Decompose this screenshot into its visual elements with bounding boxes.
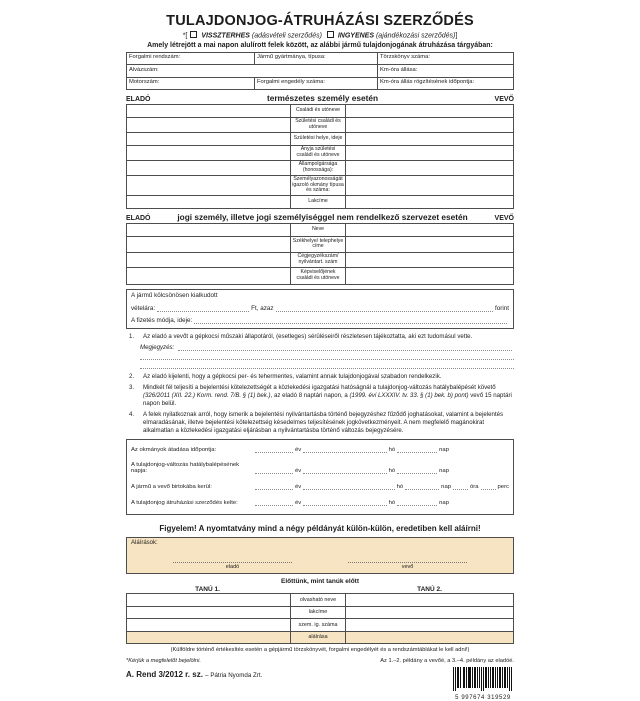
seller-cell	[127, 105, 290, 117]
buyer-signature-label: vevő	[401, 564, 414, 571]
field-jarmu-gyartmanya: Jármű gyártmánya, típusa:	[255, 53, 378, 65]
seller-signature	[173, 557, 292, 570]
unit-nap: nap	[439, 468, 449, 475]
unit-ho: hó	[388, 447, 396, 454]
row-label: szem. ig. száma	[290, 619, 346, 631]
payment-label: A fizetés módja, ideje:	[131, 317, 193, 325]
table-row	[127, 146, 513, 162]
witness-columns-header	[126, 586, 514, 593]
footnote-right: Az 1.–2. példány a vevőé, a 3.–4. példány az eladóé.	[380, 658, 514, 665]
dotted-line	[303, 499, 386, 506]
price-end: forint	[495, 304, 509, 312]
unit-nap: nap	[441, 484, 452, 491]
unit-ho: hó	[388, 468, 396, 475]
spacer	[289, 586, 345, 593]
buyer-cell	[346, 268, 513, 284]
table-row	[127, 619, 513, 632]
row-label: Cégjegyzékszám/ nyilvántart. szám	[290, 253, 346, 268]
date-row-possession	[131, 483, 509, 490]
unit-ora: óra	[470, 484, 479, 491]
date-row-documents	[131, 446, 509, 453]
page-title: TULAJDONJOG-ÁTRUHÁZÁSI SZERZŐDÉS	[166, 13, 474, 29]
dotted-line	[303, 446, 386, 453]
contract-type-line	[126, 31, 514, 40]
dotted-line	[453, 483, 468, 490]
dotted-line	[397, 499, 437, 506]
intro-text: Amely létrejött a mai napon alulírott felek között, az alábbi jármű tulajdonjogának átruházása tárgyában:	[147, 41, 493, 49]
witness2-cell	[346, 632, 513, 644]
footer	[126, 667, 514, 701]
row-label: Személyazonosságát igazoló okmány típusa és száma:	[290, 176, 346, 195]
seller-cell	[127, 118, 290, 132]
payment-fill-line	[194, 317, 507, 324]
type-suffix: ]	[455, 32, 458, 40]
price-box	[126, 289, 514, 329]
signatures-label: Aláírások:	[131, 540, 158, 547]
table-row	[127, 105, 513, 118]
elado-label: ELADÓ	[126, 96, 151, 103]
table-row	[127, 78, 513, 90]
table-row	[127, 594, 513, 607]
remark-label: Megjegyzés:	[140, 344, 175, 352]
table-row	[127, 65, 513, 78]
buyer-cell	[346, 224, 513, 236]
field-alvazszam: Alvázszám:	[127, 65, 378, 77]
buyer-cell	[346, 118, 513, 132]
dotted-line	[397, 446, 437, 453]
price-words-line	[276, 305, 493, 312]
attention-text: Figyelem! A nyomtatvány mind a négy példányát külön-külön, eredetiben kell aláírni!	[159, 524, 481, 534]
witness2-cell	[346, 594, 513, 606]
table-row	[127, 268, 513, 284]
signature-box	[126, 537, 514, 574]
row-label: lakcíme	[290, 607, 346, 619]
seller-cell	[127, 196, 290, 208]
seller-cell	[127, 176, 290, 195]
signature-lines	[131, 557, 509, 570]
form-number	[126, 667, 262, 679]
buyer-cell	[346, 253, 513, 268]
dotted-line	[397, 467, 437, 474]
witness2-cell	[346, 607, 513, 619]
dotted-line	[255, 467, 293, 474]
clause-4	[126, 411, 514, 435]
row-label: Neve	[290, 224, 346, 236]
field-forgalmi-rendszam: Forgalmi rendszám:	[127, 53, 255, 65]
date-label: Az okmányok átadása időpontja:	[131, 447, 217, 454]
legal-person-title: jogi személy, illetve jogi személyiséggel nem rendelkező szervezet esetén	[177, 212, 468, 223]
field-kmora-allasa: Km-óra állása:	[380, 66, 418, 73]
row-label: aláírása	[290, 632, 346, 644]
unit-ev: év	[295, 447, 302, 454]
seller-signature-label: eladó	[225, 564, 240, 571]
dotted-line	[255, 446, 293, 453]
unit-ev: év	[295, 468, 302, 475]
seller-cell	[127, 253, 290, 268]
row-label: Családi és utóneve	[290, 105, 346, 117]
table-row	[127, 224, 513, 237]
payment-line	[131, 317, 509, 324]
natural-person-title: természetes személy esetén	[266, 93, 379, 103]
price-line2	[131, 305, 509, 312]
witness1-cell	[127, 632, 290, 644]
witness1-cell	[127, 619, 290, 631]
date-label: A tulajdonjog átruházási szerződés kelte:	[131, 500, 238, 507]
field-motorszam: Motorszám:	[127, 78, 255, 90]
barcode	[452, 667, 514, 701]
clause-text: Az eladó a vevőt a gépkocsi műszaki állapotáról, (esetleges) sérüléseiről részletesen tájékoztatta, aki ezt tudomásul vette.	[143, 332, 473, 340]
seller-cell	[127, 224, 290, 236]
unit-ho: hó	[396, 484, 404, 491]
contract-form	[126, 0, 514, 701]
seller-cell	[127, 161, 290, 175]
remark-extra-line	[140, 357, 514, 360]
natural-person-table	[126, 104, 514, 209]
clause-3	[126, 384, 514, 408]
unit-perc: perc	[497, 484, 509, 491]
witness1-label: TANÚ 1.	[195, 586, 220, 594]
dotted-line	[405, 483, 439, 490]
table-row	[127, 237, 513, 253]
row-label: Képviselőjének családi és utóneve	[290, 268, 346, 284]
clause-text: A felek nyilatkoznak arról, hogy ismerik a bejelentési nyilvántartásba történő bejegyzéshez fűződő joghatásokat, valamint a bejelentés elmaradásának, illetve bejelentési kötelezettség késedelmes teljesítésének jogkövetkezményeit. A nem megfelelő magánokirat alkalmatlan a közlekedési igazgatási eljárásban a nyilvántartásba történő változás bejegyzésére.	[143, 411, 504, 435]
witness-table	[126, 593, 514, 644]
option-ingyenes-desc: (ajándékozási szerződés)	[375, 32, 456, 40]
clause-number: 3.	[129, 384, 135, 392]
price-label: vételára:	[131, 304, 156, 312]
row-label: Székhelye/ telephelye címe	[290, 237, 346, 252]
foreign-sale-note: (Külföldre történő értékesítés esetén a gépjármű törzskönyvét, forgalmi engedélyét és a rendszámtáblákat le kell adni!)	[170, 647, 470, 654]
row-label: Születési helye, ideje	[290, 133, 346, 145]
checkbox-ingyenes	[327, 31, 334, 38]
row-label: Lakcíme	[290, 196, 346, 208]
legal-person-table	[126, 223, 514, 285]
field-torzskonyv-szama: Törzskönyv száma:	[380, 54, 430, 60]
dotted-line	[481, 483, 496, 490]
witness1-cell	[127, 594, 290, 606]
table-row	[127, 118, 513, 133]
vevo-label: VEVŐ	[494, 96, 514, 103]
buyer-cell	[346, 161, 513, 175]
remark-extra-line	[140, 366, 514, 369]
clause-number: 2.	[129, 372, 135, 380]
remark-line	[140, 344, 514, 351]
vevo-label: VEVŐ	[494, 215, 514, 223]
barcode-bars	[453, 667, 513, 691]
row-label: Születési családi és utóneve	[290, 118, 346, 132]
dotted-line	[303, 467, 386, 474]
form-number-text: A. Rend 3/2012 r. sz.	[126, 670, 203, 680]
seller-cell	[127, 133, 290, 145]
elado-label: ELADÓ	[126, 215, 151, 223]
row-label: Állampolgársága (honossága):	[290, 161, 346, 175]
price-mid: Ft, azaz	[251, 304, 274, 312]
option-viszterhes-label: VISSZTERHES	[201, 32, 250, 40]
dotted-line	[303, 483, 394, 490]
unit-ev: év	[295, 500, 302, 507]
remark-fill-line	[178, 344, 512, 351]
dates-box	[126, 439, 514, 515]
seller-cell	[127, 146, 290, 161]
clause-number: 1.	[129, 332, 135, 340]
clause-2	[126, 373, 514, 381]
vehicle-table	[126, 52, 514, 91]
buyer-cell	[346, 176, 513, 195]
date-label: A jármű a vevő birtokába kerül:	[131, 484, 212, 491]
clause-1	[126, 333, 514, 341]
table-row	[127, 196, 513, 208]
date-row-contract-date	[131, 499, 509, 506]
dotted-line	[255, 483, 293, 490]
table-row	[127, 161, 513, 176]
unit-ho: hó	[388, 500, 396, 507]
unit-nap: nap	[439, 447, 449, 454]
price-line1: A jármű kölcsönösen kialkudott	[131, 292, 218, 300]
buyer-cell	[346, 133, 513, 145]
buyer-cell	[346, 105, 513, 117]
witness2-cell	[346, 619, 513, 631]
legal-person-header	[126, 212, 514, 222]
date-row-effective	[131, 462, 509, 474]
unit-nap: nap	[439, 500, 449, 507]
footnote-left: *Kérjük a megfelelőt bejelölni.	[126, 658, 201, 665]
seller-cell	[127, 268, 290, 284]
witness1-cell	[127, 607, 290, 619]
table-row	[127, 133, 513, 146]
row-label: Anyja születési családi és utóneve	[290, 146, 346, 161]
table-row	[127, 607, 513, 620]
law-reference: (1999. évi LXXXIV. tv. 33. § (1) bek. b) pont)	[349, 391, 469, 399]
table-row-signature	[127, 632, 513, 644]
unit-ev: év	[295, 484, 302, 491]
row-label: olvasható neve	[290, 594, 346, 606]
field-kmora-rogzites: Km-óra állás rögzítésének időpontja:	[380, 79, 475, 85]
clause-text: Mindkét fél teljesíti a bejelentési kötelezettségét a közlekedési igazgatási hatóságnál a tulajdonjog-változás hatálybalépését követő (326/2011 (XII. 22.) Korm. rend. 7/B. § (1) bek.), az eladó 8 naptári napon, a (1999. évi LXXXIV. tv. 33. § (1) bek. b) pont) vevő 15 naptári napon belül.	[143, 384, 512, 407]
signature-line	[348, 557, 467, 563]
buyer-signature	[348, 557, 467, 570]
natural-person-header	[126, 93, 514, 103]
buyer-cell	[346, 237, 513, 252]
option-ingyenes-label: INGYENES	[337, 32, 375, 40]
checkbox-viszterhes	[190, 31, 197, 38]
dotted-line	[255, 499, 293, 506]
type-prefix: *[	[182, 32, 188, 40]
option-viszterhes-desc: (adásvételi szerződés)	[251, 32, 322, 40]
date-label: A tulajdonjog-változás hatálybalépésének napja:	[131, 462, 240, 475]
barcode-digits: 5 997674 319529	[455, 695, 511, 701]
clause-text: Az eladó kijelenti, hogy a gépkocsi per- és tehermentes, valamint annak tulajdonjogával szabadon rendelkezik.	[143, 372, 442, 380]
field-forgalmi-engedely: Forgalmi engedély száma:	[255, 78, 378, 90]
table-row	[127, 253, 513, 269]
table-row	[127, 53, 513, 66]
buyer-cell	[346, 196, 513, 208]
signature-line	[173, 557, 292, 563]
printer-name: – Pátria Nyomda Zrt.	[205, 672, 263, 680]
seller-cell	[127, 237, 290, 252]
witness-heading: Előttünk, mint tanúk előtt	[281, 578, 359, 586]
footnotes	[126, 658, 514, 664]
clause-number: 4.	[129, 411, 135, 419]
law-reference: (326/2011 (XII. 22.) Korm. rend. 7/B. § (1) bek.)	[143, 391, 271, 399]
table-row	[127, 176, 513, 196]
buyer-cell	[346, 146, 513, 161]
price-amount-line	[157, 305, 249, 312]
witness2-label: TANÚ 2.	[417, 586, 442, 594]
